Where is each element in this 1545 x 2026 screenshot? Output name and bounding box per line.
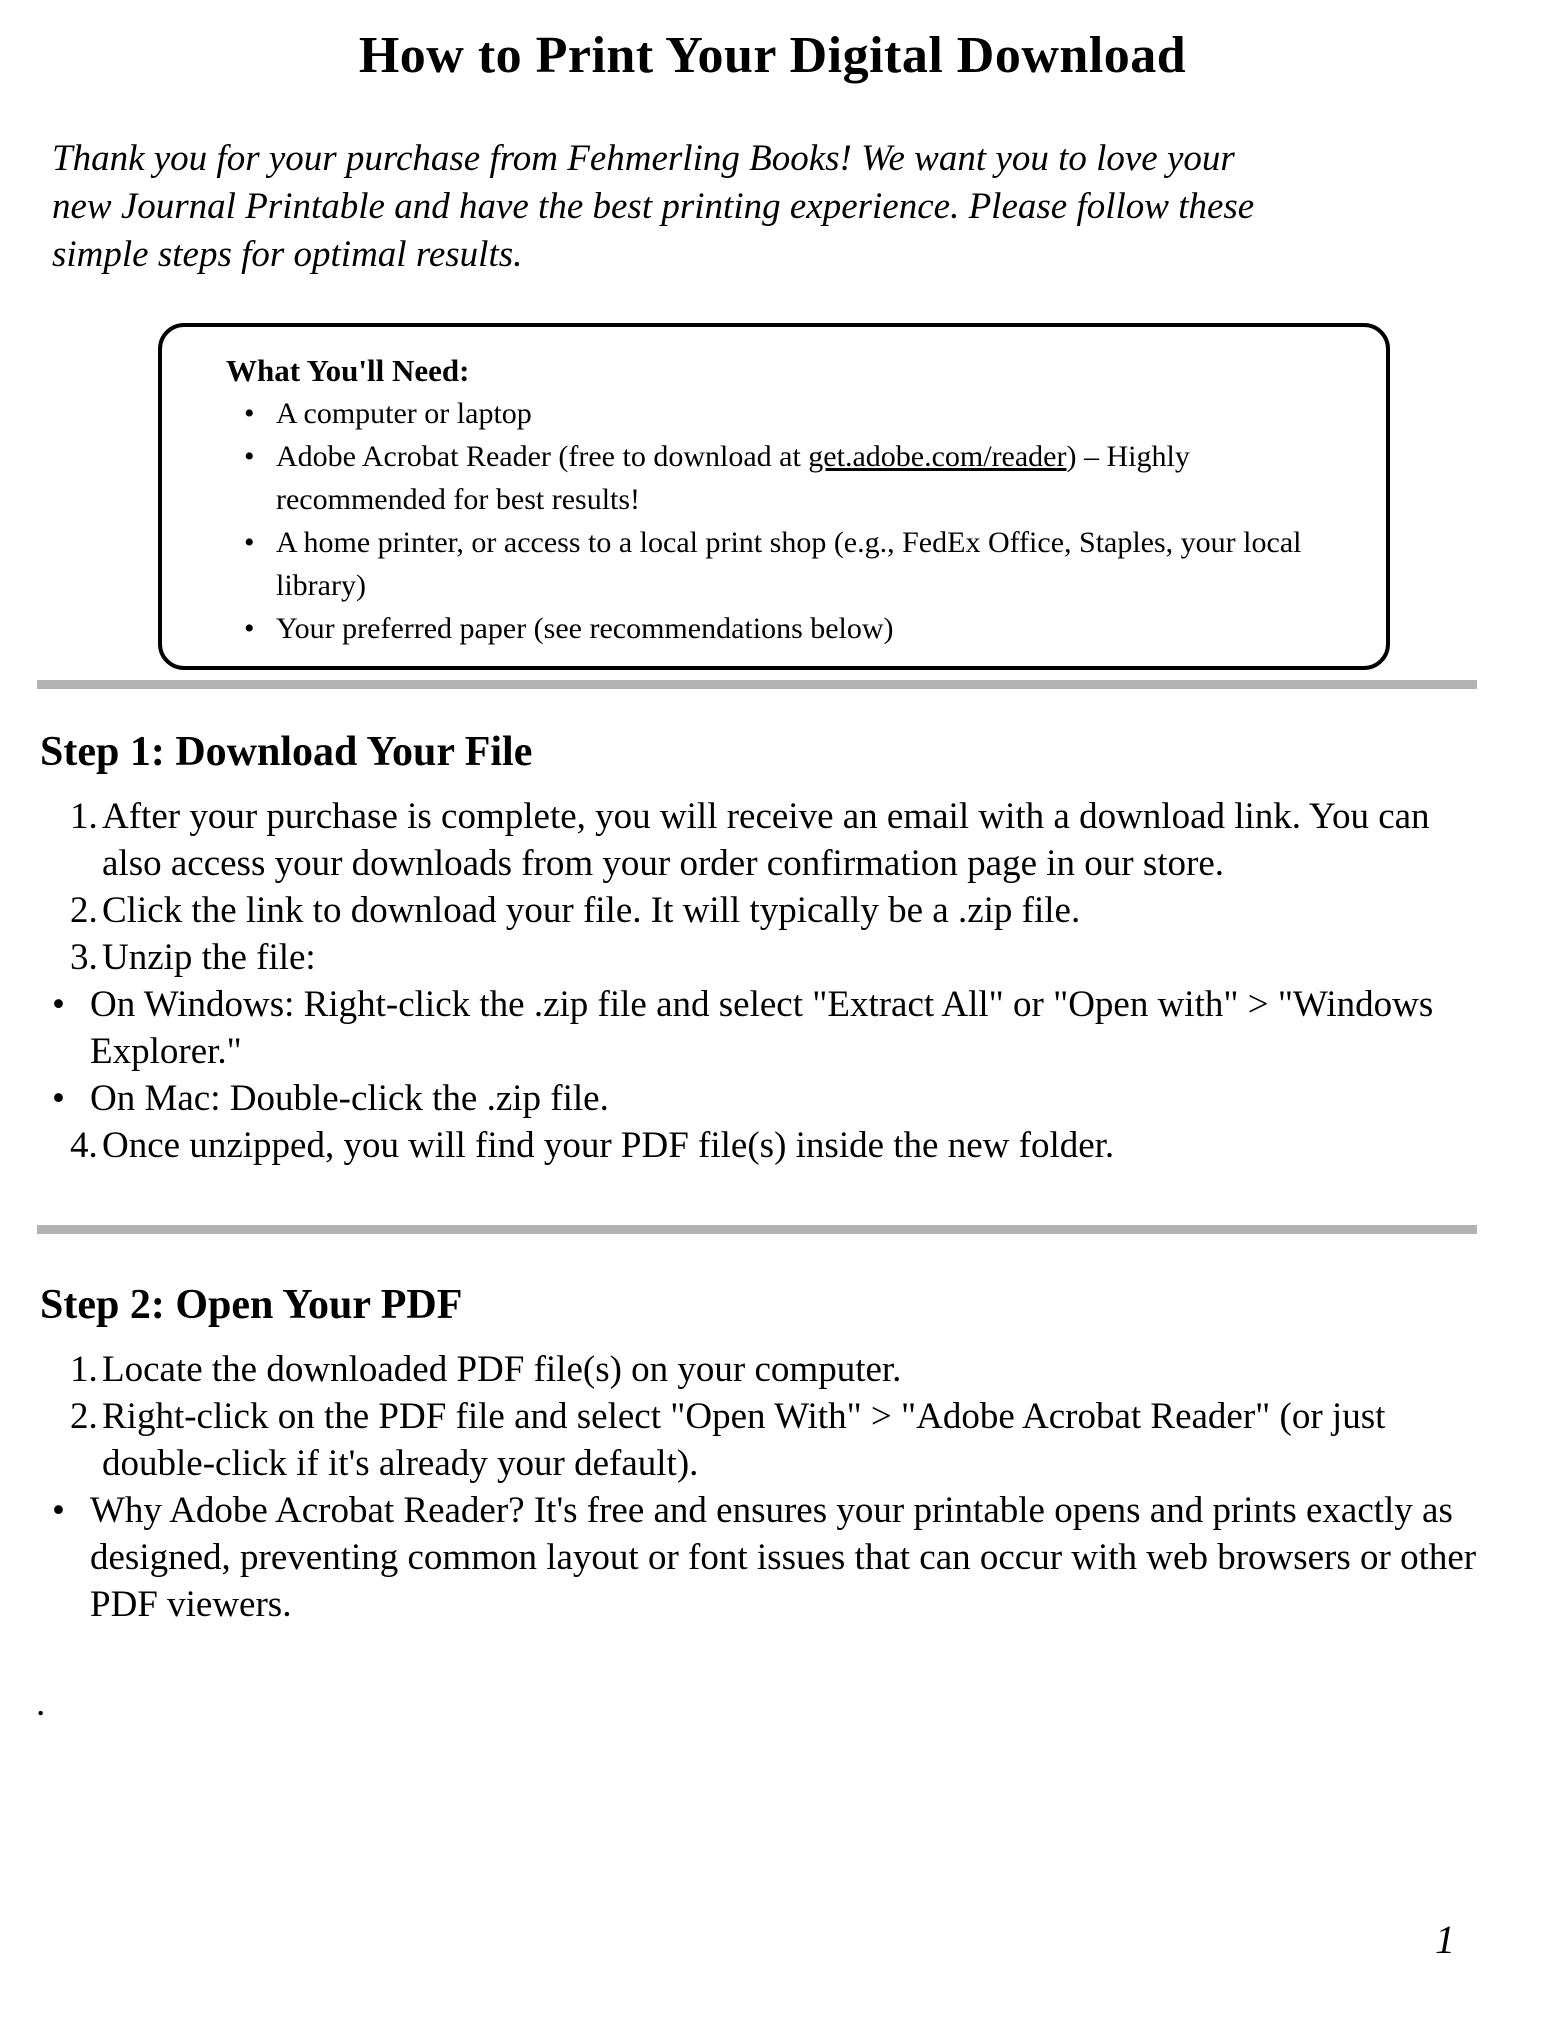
list-text: After your purchase is complete, you will receive an email with a download link. You can also access your downloads from your order confirmation page in our store.: [102, 796, 1430, 884]
list-item: [0, 981, 1545, 1075]
bullet-icon: •: [52, 1078, 65, 1119]
list-marker: 2.: [70, 1396, 98, 1437]
list-marker: 1.: [70, 796, 98, 837]
needs-item: [218, 607, 1358, 650]
list-marker: 1.: [70, 1349, 98, 1390]
bullet-icon: •: [244, 440, 255, 473]
list-marker: 2.: [70, 890, 98, 931]
list-text: Why Adobe Acrobat Reader? It's free and ensures your printable opens and prints exactly as designed, preventing common layout or font issues that can occur with web browsers or other PDF viewers.: [90, 1490, 1477, 1625]
section-divider: [37, 1225, 1477, 1234]
step1-list: [0, 793, 1545, 1169]
list-item: [0, 1393, 1545, 1487]
list-text: Right-click on the PDF file and select "Open With" > "Adobe Acrobat Reader" (or just double-click if it's already your default).: [102, 1396, 1386, 1484]
bullet-icon: •: [244, 397, 255, 430]
needs-item-label: A computer or laptop: [276, 397, 532, 430]
needs-box: [158, 323, 1390, 670]
list-marker: 4.: [70, 1125, 98, 1166]
intro-line: Thank you for your purchase from Fehmerling Books! We want you to love your: [52, 138, 1235, 179]
list-text: Unzip the file:: [102, 937, 316, 978]
needs-item: [218, 521, 1358, 607]
bullet-icon: •: [244, 526, 255, 559]
intro-line: new Journal Printable and have the best printing experience. Please follow these: [52, 186, 1255, 227]
list-item: [0, 1122, 1545, 1169]
adobe-reader-link[interactable]: get.adobe.com/reader: [808, 440, 1067, 473]
list-item: [0, 887, 1545, 934]
list-item: [0, 1075, 1545, 1122]
intro-paragraph: [52, 135, 1497, 279]
list-item: [0, 1346, 1545, 1393]
needs-item-label: [276, 435, 1358, 521]
step2-list: [0, 1346, 1545, 1628]
needs-item: [218, 392, 1358, 435]
needs-item: [218, 435, 1358, 521]
needs-item-text-pre: Adobe Acrobat Reader (free to download at: [276, 440, 809, 473]
needs-heading: What You'll Need:: [226, 353, 470, 388]
list-item: [0, 793, 1545, 887]
list-text: Locate the downloaded PDF file(s) on your computer.: [102, 1349, 902, 1390]
step2-heading: Step 2: Open Your PDF: [40, 1282, 463, 1328]
bullet-icon: •: [52, 984, 65, 1025]
list-text: On Mac: Double-click the .zip file.: [90, 1078, 609, 1119]
step1-heading: Step 1: Download Your File: [40, 729, 533, 775]
section-divider: [37, 680, 1477, 689]
list-marker: 3.: [70, 937, 98, 978]
needs-item-label: Your preferred paper (see recommendations below): [276, 612, 894, 645]
needs-item-label: A home printer, or access to a local print shop (e.g., FedEx Office, Staples, your local library): [276, 526, 1302, 602]
intro-line: simple steps for optimal results.: [52, 234, 523, 275]
page-title: How to Print Your Digital Download: [358, 27, 1187, 84]
bullet-icon: •: [244, 612, 255, 645]
page-number: 1: [1435, 1917, 1455, 1962]
trailing-dot: .: [36, 1683, 46, 1724]
list-text: On Windows: Right-click the .zip file and select "Extract All" or "Open with" > "Windows Explorer.": [90, 984, 1434, 1072]
bullet-icon: •: [52, 1490, 65, 1531]
list-item: [0, 1487, 1545, 1628]
list-item: [0, 934, 1545, 981]
list-text: Once unzipped, you will find your PDF file(s) inside the new folder.: [102, 1125, 1115, 1166]
list-text: Click the link to download your file. It will typically be a .zip file.: [102, 890, 1081, 931]
needs-item-text-post: ) – Highly recommended for best results!: [276, 440, 1190, 516]
